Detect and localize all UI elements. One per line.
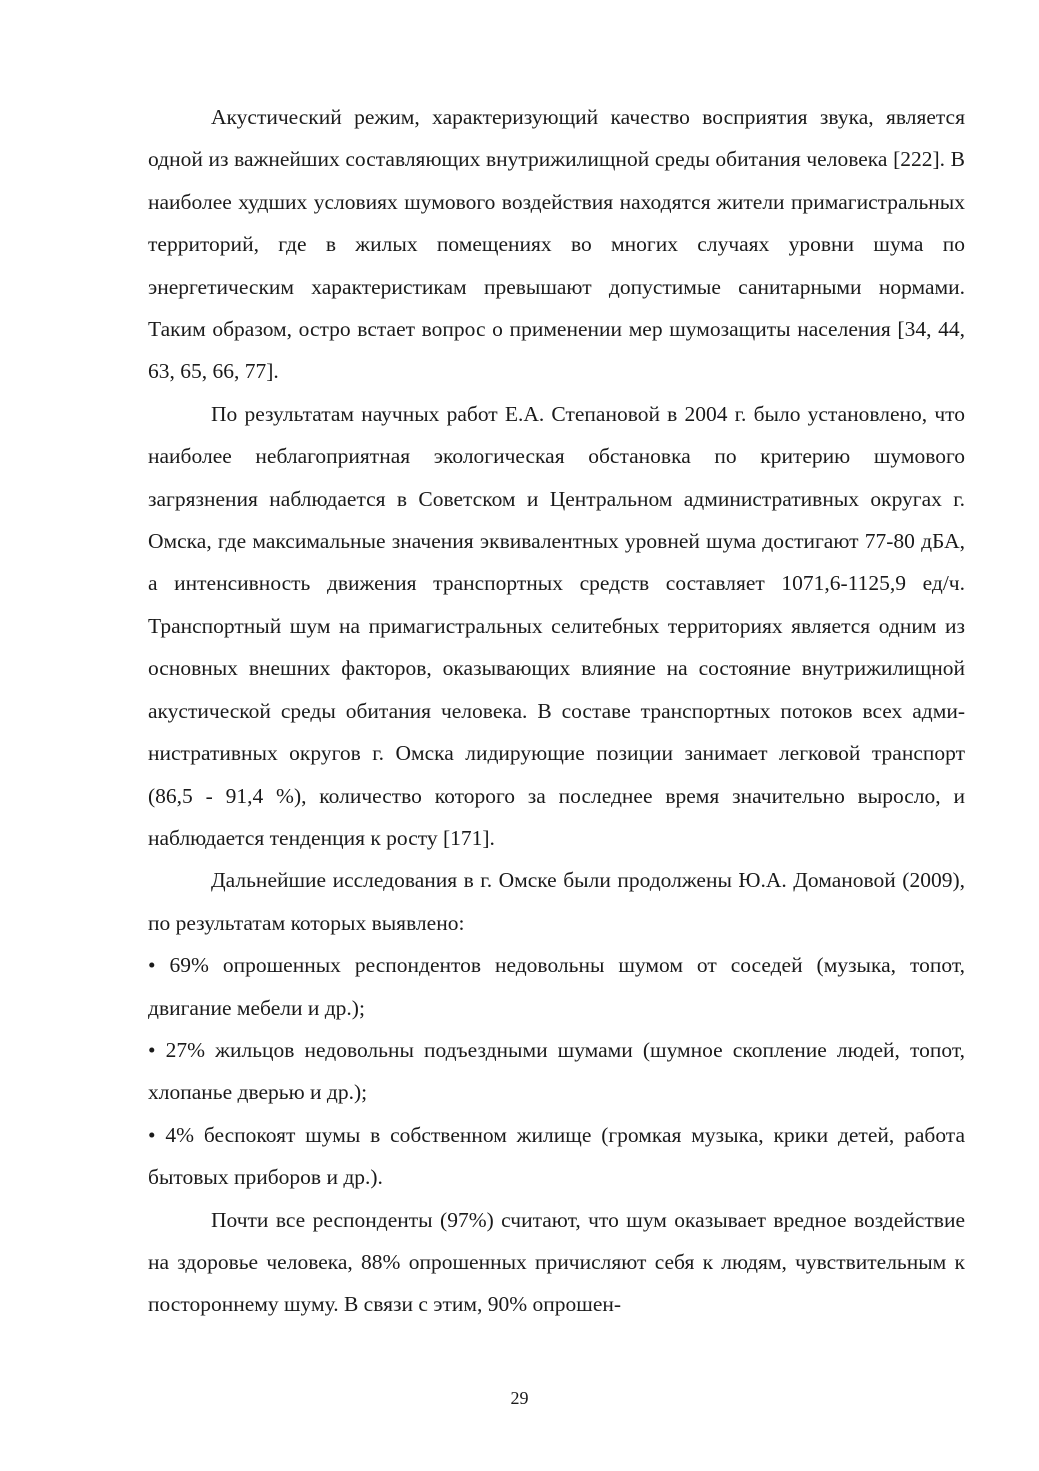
list-item-home-noise: • 4% беспокоят шумы в собственном жилище (громкая музыка, крики детей, работа бытовых приборов и др.). bbox=[148, 1122, 965, 1190]
paragraph-respondents-opinion: Почти все респонденты (97%) считают, что шум оказывает вредное воздействие на здоровье человека, 88% опрошенных причисляют себя к людям, чувствительным к постороннему шуму. В связи с этим, 90% опрошен- bbox=[148, 1207, 965, 1317]
list-item-neighbors-noise: • 69% опрошенных респондентов недовольны шумом от соседей (музыка, топот, двигание мебели и др.); bbox=[148, 953, 965, 1020]
list-item-entrance-noise: • 27% жильцов недовольны подъездными шумами (шумное скопление людей, топот, хлопанье дверью и др.); bbox=[148, 1037, 965, 1105]
document-body bbox=[148, 96, 965, 1326]
paragraph-acoustic-regime: Акустический режим, характеризующий качество восприятия звука, является одной из важнейших составляющих внутрижилищной среды обитания человека [222]. В наиболее худших условиях шумового воздействия находятся жители примагистральных территорий, где в жилых помещениях во многих случаях уровни шума по энергетическим характеристикам превышают допустимые санитарными нормами. Таким образом, остро встает вопрос о применении мер шумозащиты населения [34, 44, 63, 65, 66, 77]. bbox=[148, 105, 965, 384]
paragraph-stepanova-research: По результатам научных работ Е.А. Степановой в 2004 г. было установлено, что наиболее неблагоприятная экологическая обстановка по критерию шумового загрязнения наблюдается в Советском и Центральном административных округах г. Омска, где максимальные значения эквивалентных уровней шума достигают 77-80 дБА, а интенсивность движения транспортных средств составляет 1071,6-1125,9 ед/ч. Транспортный шум на примагистральных селитебных территориях является одним из основных внешних факторов, оказывающих влияние на состояние внутрижилищной акустической среды обитания человека. В составе транспортных потоков всех административных округов г. Омска лидирующие позиции занимает легковой транспорт (86,5 - 91,4 %), количество которого за последнее время значительно выросло, и наблюдается тенденция к росту [171]. bbox=[148, 401, 965, 850]
paragraph-domanova-research: Дальнейшие исследования в г. Омске были продолжены Ю.А. Домановой (2009), по результатам которых выявлено: bbox=[148, 868, 965, 935]
page-number: 29 bbox=[510, 1388, 529, 1408]
